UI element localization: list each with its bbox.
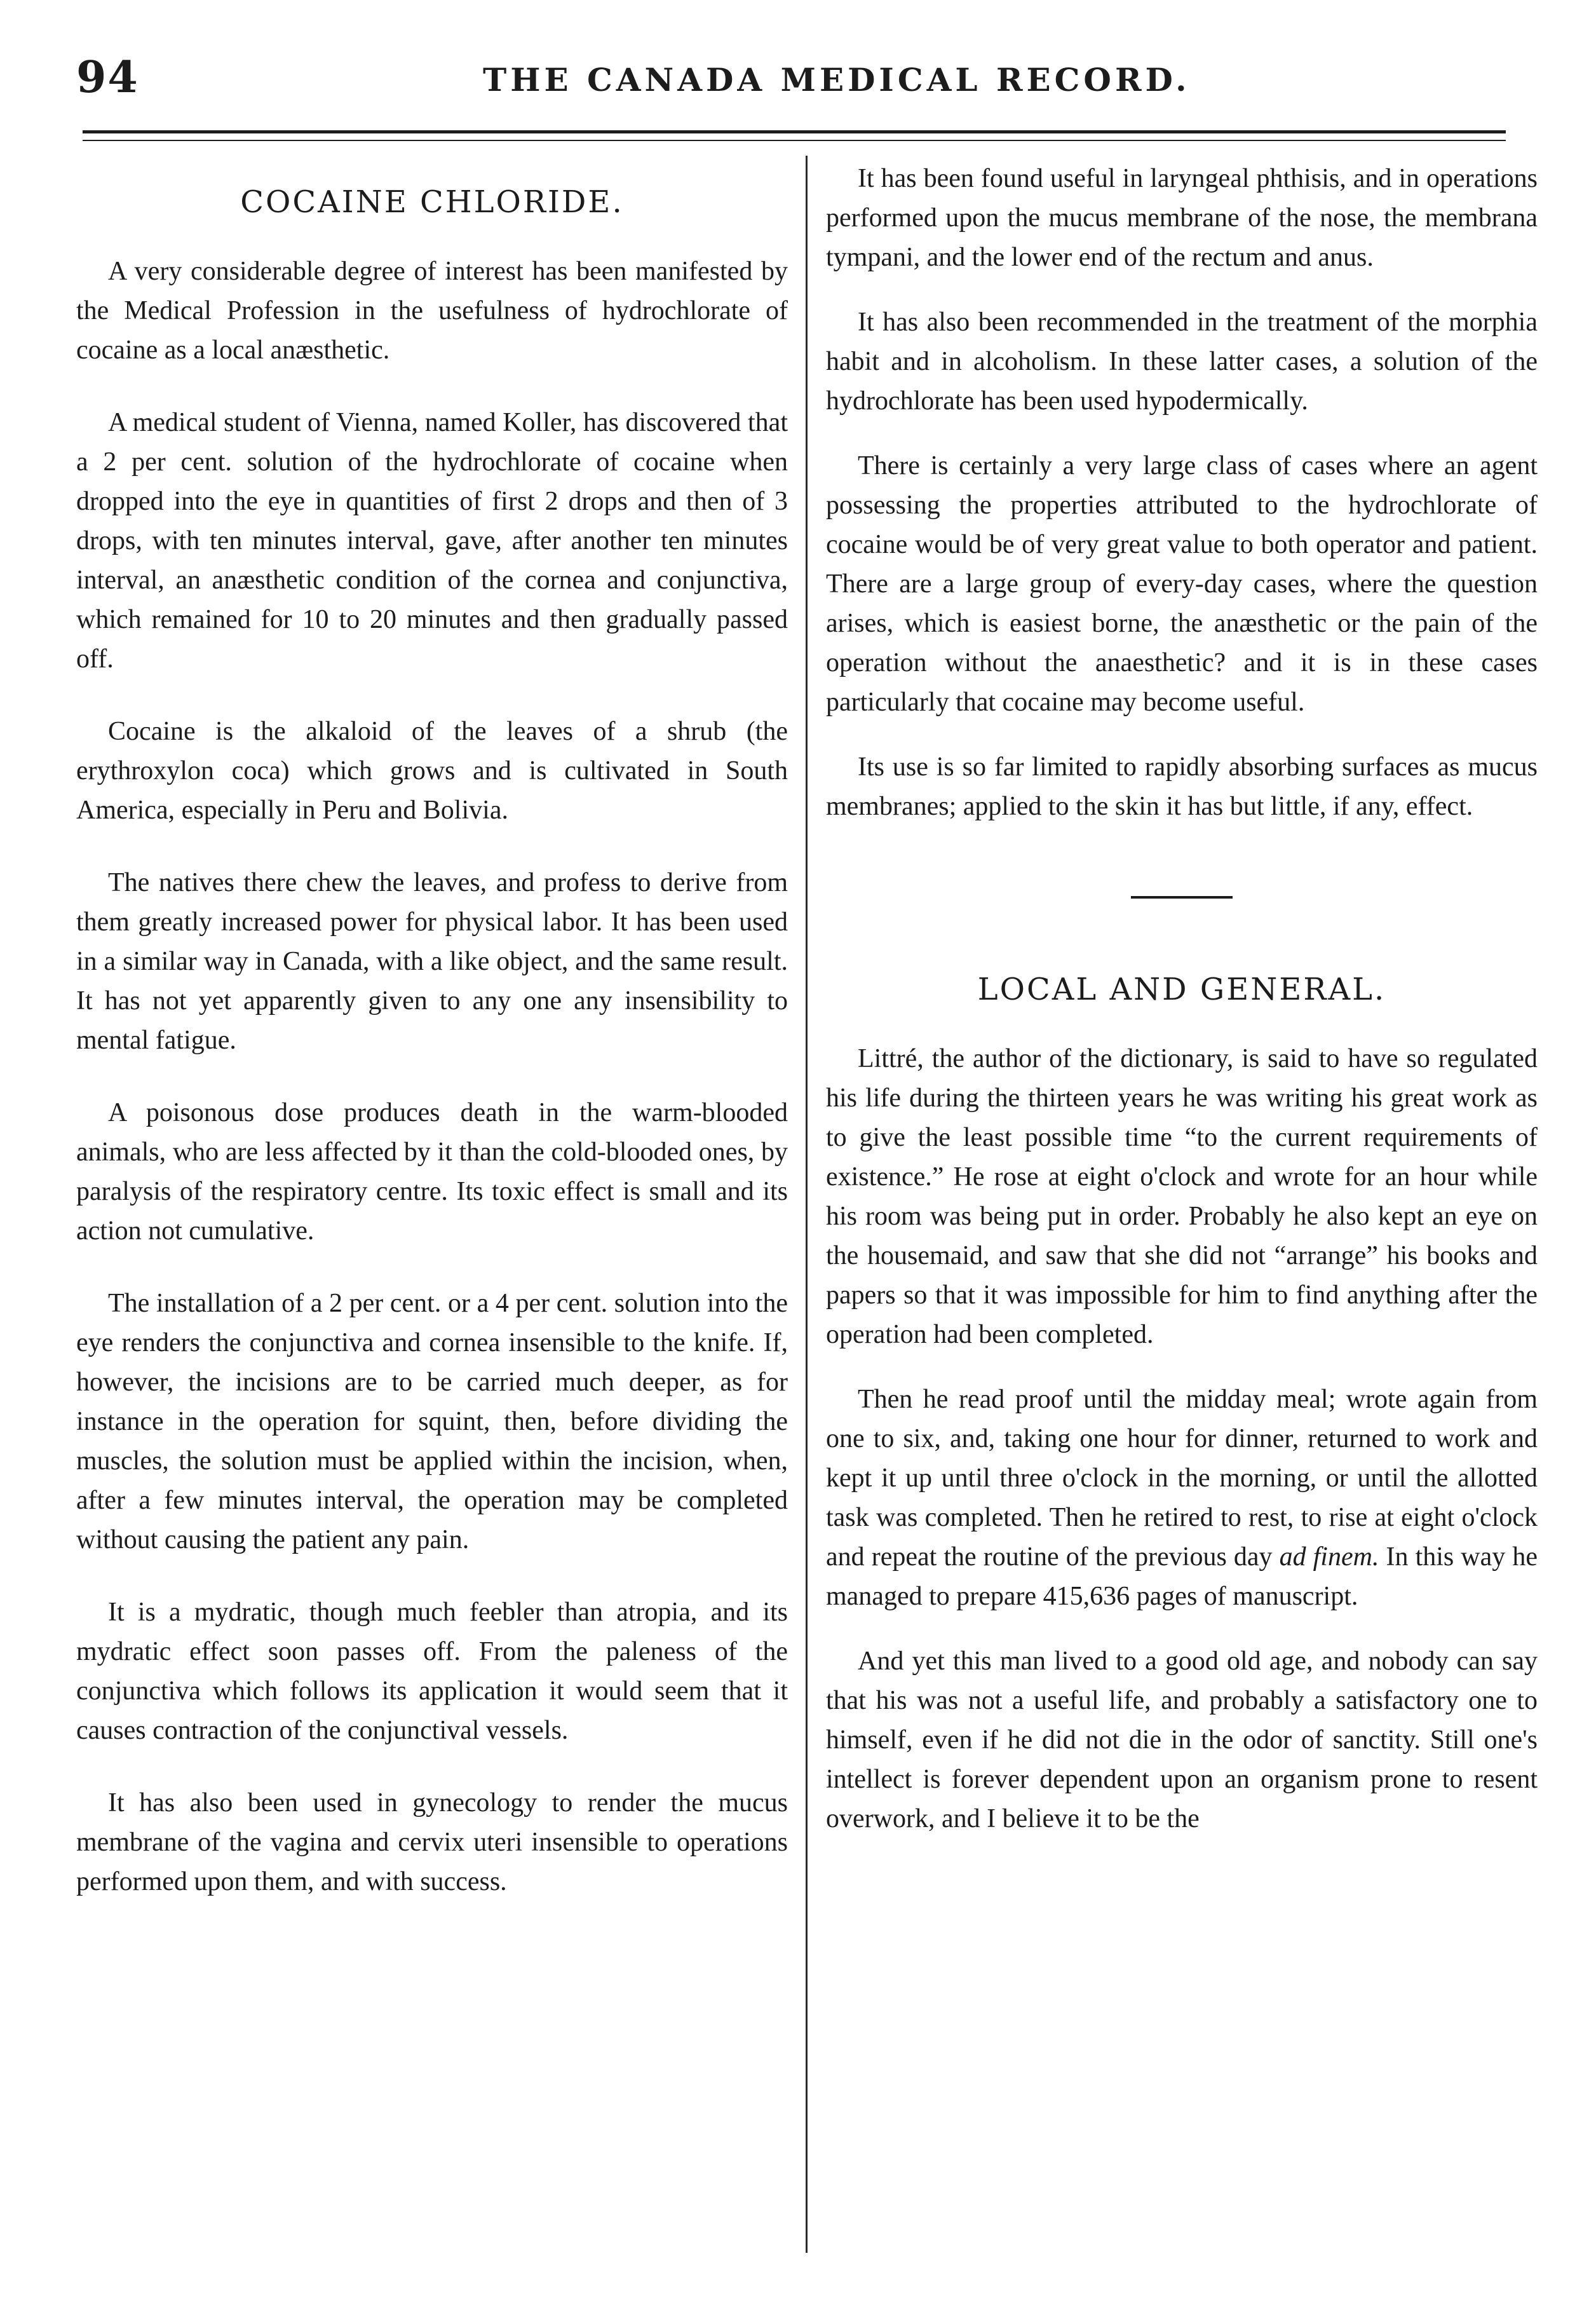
italic-phrase: ad finem. — [1279, 1542, 1379, 1572]
article-title-local-general: LOCAL AND GENERAL. — [977, 972, 1386, 1007]
paragraph-routine — [826, 1380, 1538, 1616]
text-run: In this way he managed to prepare 415,636 pages of manuscript. — [826, 1542, 1538, 1611]
article-title-cocaine: COCAINE CHLORIDE. — [240, 184, 624, 220]
text-run: Then he read proof until the midday meal; wrote again from one to six, and, taking one hour for dinner, returned to work and kept it up until three o'clock in the morning, or until the allotted task was completed. Then he retired to rest, to rise at eight o'clock and repeat the routine of the previous day — [826, 1385, 1538, 1572]
header-rule-thin — [83, 140, 1506, 141]
header-rule-thick — [83, 130, 1506, 133]
paragraph: The installation of a 2 per cent. or a 4 per cent. solution into the eye renders the conjunctiva and cornea insensible to the knife. If, however, the incisions are to be carried much deeper, as for instance in the operation for squint, then, before dividing the muscles, the solution must be applied within the incision, when, after a few minutes interval, the operation may be completed without causing the patient any pain. — [76, 1289, 788, 1554]
running-title: THE CANADA MEDICAL RECORD. — [483, 61, 1191, 99]
paragraph: A very considerable degree of interest has been manifested by the Medical Profession in the usefulness of hydrochlorate of cocaine as a local anæsthetic. — [76, 257, 788, 365]
paragraph: A medical student of Vienna, named Koller, has discovered that a 2 per cent. solution of the hydrochlorate of cocaine when dropped into the eye in quantities of first 2 drops and then of 3 drops, with ten minutes interval, gave, after another ten minutes interval, an anæsthetic condition of the cornea and conjunctiva, which remained for 10 to 20 minutes and then gradually passed off. — [76, 408, 788, 674]
section-separator — [1131, 896, 1233, 899]
right-column — [826, 159, 1538, 1864]
paragraph: It is a mydratic, though much feebler than atropia, and its mydratic effect soon passes off. From the paleness of the conjunctiva which follows its application it would seem that it causes contraction of the conjunctival vessels. — [76, 1598, 788, 1745]
paragraph: It has also been used in gynecology to render the mucus membrane of the vagina and cervix uteri insensible to operations performed upon them, and with success. — [76, 1788, 788, 1896]
paragraph: The natives there chew the leaves, and profess to derive from them greatly increased power for physical labor. It has been used in a similar way in Canada, with a like object, and the same result. It has not yet apparently given to any one any insensibility to mental fatigue. — [76, 868, 788, 1055]
paragraph: And yet this man lived to a good old age, and nobody can say that his was not a useful life, and probably a satisfactory one to himself, even if he did not die in the odor of sanctity. Still one's intellect is forever dependent upon an organism prone to resent overwork, and I believe it to be the — [826, 1647, 1538, 1833]
paragraph: It has been found useful in laryngeal phthisis, and in operations performed upon the mucus membrane of the nose, the membrana tympani, and the lower end of the rectum and anus. — [826, 164, 1538, 272]
paragraph: Cocaine is the alkaloid of the leaves of a shrub (the erythroxylon coca) which grows and is cultivated in South America, especially in Peru and Bolivia. — [76, 717, 788, 825]
paragraph: It has also been recommended in the treatment of the morphia habit and in alcoholism. In these latter cases, a solution of the hydrochlorate has been used hypodermically. — [826, 308, 1538, 416]
paragraph: Littré, the author of the dictionary, is said to have so regulated his life during the thirteen years he was writing his great work as to give the least possible time “to the current requirements of existence.” He rose at eight o'clock and wrote for an hour while his room was being put in order. Probably he also kept an eye on the housemaid, and saw that she did not “arrange” his books and papers so that it was impossible for him to find anything after the operation had been completed. — [826, 1044, 1538, 1349]
paragraph: Its use is so far limited to rapidly absorbing surfaces as mucus membranes; applied to the skin it has but little, if any, effect. — [826, 752, 1538, 821]
left-column — [76, 159, 788, 1934]
page-number: 94 — [76, 52, 139, 103]
column-divider — [806, 156, 808, 2253]
paragraph: A poisonous dose produces death in the warm-blooded animals, who are less affected by it than the cold-blooded ones, by paralysis of the respiratory centre. Its toxic effect is small and its action not cumulative. — [76, 1098, 788, 1246]
paragraph: There is certainly a very large class of cases where an agent possessing the properties attributed to the hydrochlorate of cocaine would be of very great value to both operator and patient. There are a large group of every-day cases, where the question arises, which is easiest borne, the anæsthetic or the pain of the operation without the anaesthetic? and it is in these cases particularly that cocaine may become useful. — [826, 451, 1538, 717]
